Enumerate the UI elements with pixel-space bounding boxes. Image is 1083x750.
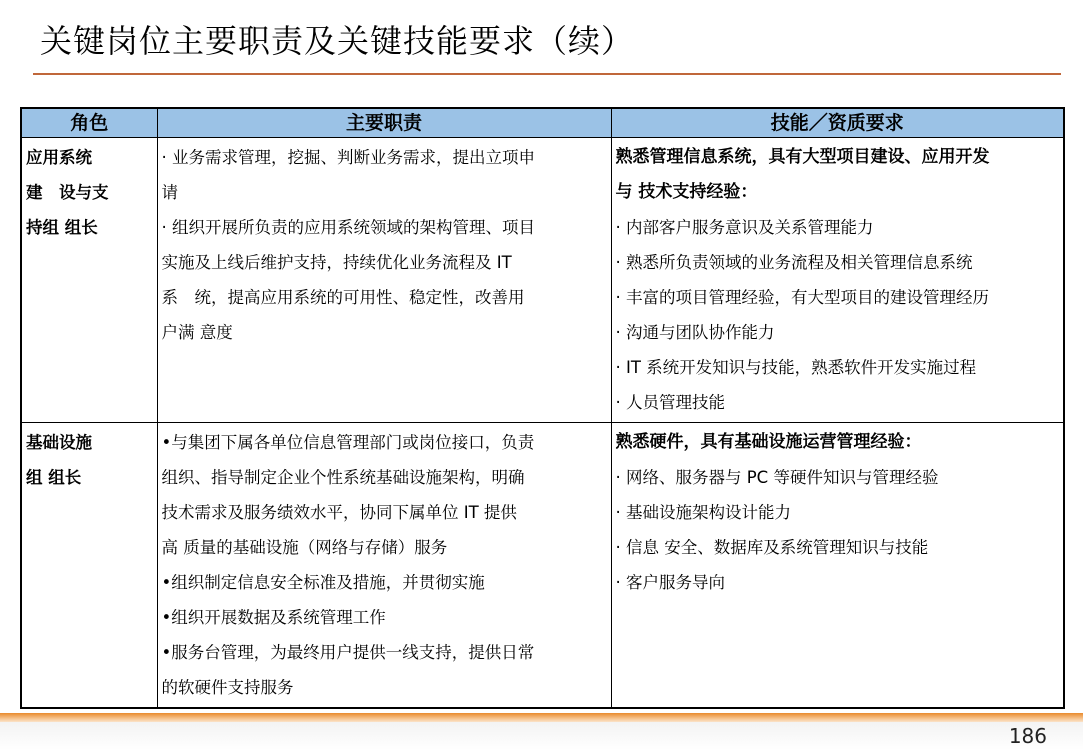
header-skills: 技能／资质要求: [611, 108, 1064, 138]
title-divider: [33, 73, 1061, 75]
responsibility-line: 请: [161, 183, 178, 202]
role-line: 组 组长: [26, 468, 82, 487]
role-line: 基础设施: [26, 433, 92, 452]
table-row: [21, 423, 1064, 709]
page-title: 关键岗位主要职责及关键技能要求（续）: [40, 22, 635, 60]
table-header-row: [21, 108, 1064, 138]
responsibility-line: •组织制定信息安全标准及措施，并贯彻实施: [161, 573, 485, 592]
responsibility-line: 技术需求及服务绩效水平，协同下属单位 IT 提供: [161, 503, 517, 522]
skills-cell: [611, 138, 1064, 423]
role-cell: [21, 423, 157, 709]
skill-item: · 基础设施架构设计能力: [615, 503, 791, 522]
skills-lead-line: 与 技术支持经验：: [615, 182, 758, 202]
table-row: [21, 138, 1064, 423]
skill-item: · 客户服务导向: [615, 573, 725, 592]
responsibility-line: · 组织开展所负责的应用系统领域的架构管理、项目: [161, 218, 535, 237]
skill-item: · 人员管理技能: [615, 393, 725, 412]
skill-item: · 丰富的项目管理经验，有大型项目的建设管理经历: [615, 288, 989, 307]
roles-table: [20, 107, 1065, 709]
footer-shade: [0, 722, 1083, 750]
skills-lead-line: 熟悉管理信息系统，具有大型项目建设、应用开发: [615, 147, 990, 167]
role-line: 建 设与支: [26, 183, 109, 202]
responsibility-line: 系 统，提高应用系统的可用性、稳定性，改善用: [161, 288, 525, 307]
page-number: 186: [1008, 724, 1047, 748]
role-line: 应用系统: [26, 148, 92, 167]
role-line: 持组 组长: [26, 218, 98, 237]
responsibilities-cell: [157, 423, 611, 709]
footer-accent-band: [0, 713, 1083, 722]
responsibility-line: 的软硬件支持服务: [161, 678, 294, 697]
skill-item: · IT 系统开发知识与技能，熟悉软件开发实施过程: [615, 358, 977, 377]
skills-lead-line: 熟悉硬件，具有基础设施运营管理经验：: [615, 432, 922, 452]
responsibilities-cell: [157, 138, 611, 423]
skill-item: · 内部客户服务意识及关系管理能力: [615, 218, 874, 237]
skill-item: · 熟悉所负责领域的业务流程及相关管理信息系统: [615, 253, 973, 272]
role-cell: [21, 138, 157, 423]
responsibility-line: •与集团下属各单位信息管理部门或岗位接口，负责: [161, 433, 535, 452]
header-role: 角色: [21, 108, 157, 138]
skill-item: · 沟通与团队协作能力: [615, 323, 775, 342]
responsibility-line: 户满 意度: [161, 323, 233, 342]
responsibility-line: •服务台管理，为最终用户提供一线支持，提供日常: [161, 643, 535, 662]
header-responsibilities: 主要职责: [157, 108, 611, 138]
skills-cell: [611, 423, 1064, 709]
responsibility-line: •组织开展数据及系统管理工作: [161, 608, 386, 627]
responsibility-line: 高 质量的基础设施（网络与存储）服务: [161, 538, 448, 557]
responsibility-line: 实施及上线后维护支持，持续优化业务流程及 IT: [161, 253, 512, 272]
responsibility-line: 组织、指导制定企业个性系统基础设施架构，明确: [161, 468, 525, 487]
responsibility-line: · 业务需求管理，挖掘、判断业务需求，提出立项申: [161, 148, 535, 167]
skill-item: · 信息 安全、数据库及系统管理知识与技能: [615, 538, 929, 557]
skill-item: · 网络、服务器与 PC 等硬件知识与管理经验: [615, 468, 939, 487]
